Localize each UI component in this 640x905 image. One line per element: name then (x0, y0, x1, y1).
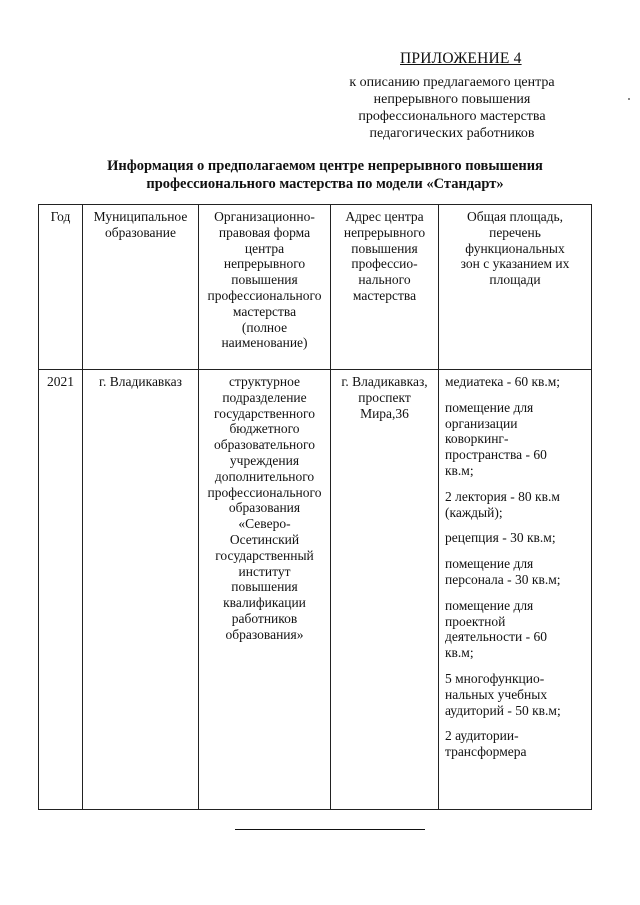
scan-speck (628, 98, 630, 100)
zone-item: помещение для персонала - 30 кв.м; (445, 556, 561, 587)
zone-item: помещение для проектной деятельности - 60 кв.м; (445, 597, 548, 661)
cell-year: 2021 (39, 370, 83, 810)
zone-item: рецепция - 30 кв.м; (445, 530, 556, 546)
info-table (38, 204, 592, 810)
zone-item: 2 аудитории- трансформера (445, 728, 527, 760)
column-header-year: Год (39, 205, 83, 370)
caption-line: педагогических работников (369, 126, 535, 141)
column-header-address: Адрес центра непрерывного повышения профессио- нального мастерства (331, 205, 439, 370)
column-header-org-form: Организационно- правовая форма центра непрерывного повышения профессионального мастерства (полное наименование) (199, 205, 331, 370)
zone-item: 5 многофункцио- нальных учебных аудиторий - 50 кв.м; (445, 670, 561, 718)
zone-item: медиатека - 60 кв.м; (445, 374, 561, 389)
zone-item: 2 лектория - 80 кв.м (каждый); (445, 488, 560, 520)
cell-org-form: структурное подразделение государственного бюджетного образовательного учреждения дополнительного профессионального образования «Северо- Осетинский государственный институт повышения квалификации работников образования» (199, 370, 331, 810)
cell-address: г. Владикавказ, проспект Мира,36 (331, 370, 439, 810)
heading-line: профессионального мастерства по модели «Стандарт» (146, 175, 504, 192)
bottom-divider (235, 829, 425, 830)
zone-item: помещение для организации коворкинг- пространства - 60 кв.м; (445, 399, 547, 478)
appendix-title: ПРИЛОЖЕНИЕ 4 (400, 50, 522, 67)
caption-line: профессионального мастерства (358, 109, 546, 124)
table-row (39, 370, 592, 810)
appendix-caption (318, 74, 586, 142)
column-header-municipality: Муниципальное образование (83, 205, 199, 370)
cell-municipality: г. Владикавказ (83, 370, 199, 810)
caption-line: непрерывного повышения (373, 92, 531, 107)
cell-area-zones (439, 370, 592, 810)
heading-line: Информация о предполагаемом центре непрерывного повышения (107, 158, 543, 174)
column-header-area: Общая площадь, перечень функциональных зон с указанием их площади (439, 205, 592, 370)
table-header-row (39, 205, 592, 370)
caption-line: к описанию предлагаемого центра (349, 75, 555, 90)
document-heading (60, 158, 590, 193)
